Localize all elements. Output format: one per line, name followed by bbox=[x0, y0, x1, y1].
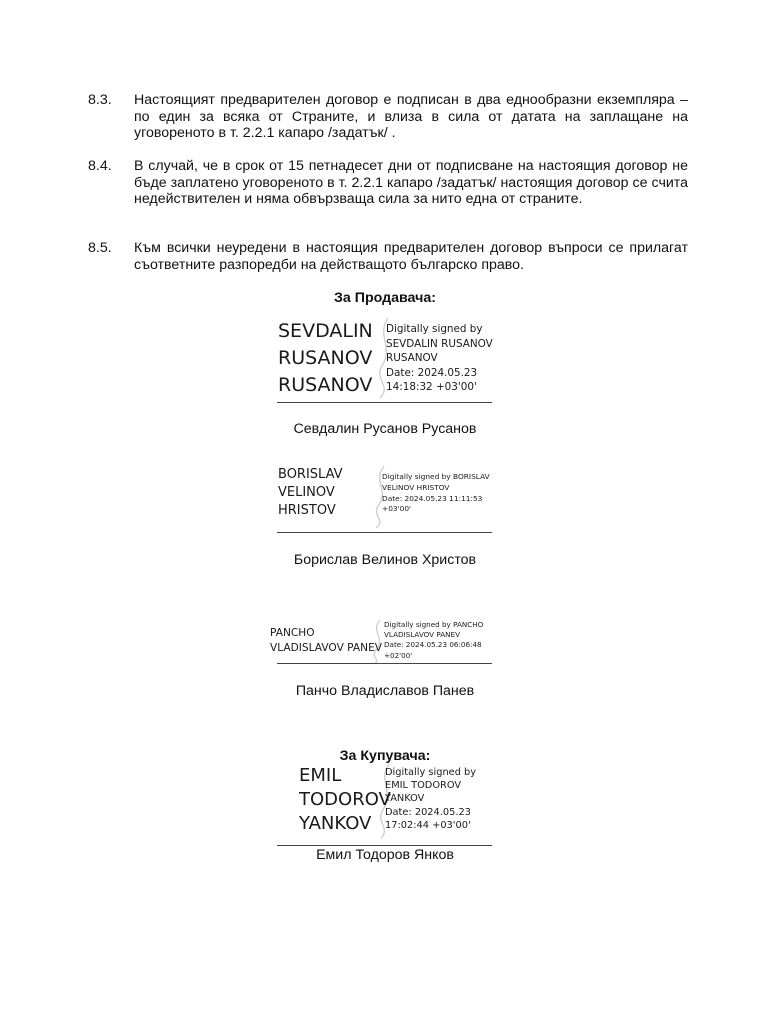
detail-line: EMIL TODOROV bbox=[385, 780, 462, 792]
signer-name: Емил Тодоров Янков bbox=[316, 847, 454, 863]
name-line: TODOROV bbox=[299, 789, 391, 810]
signature-line bbox=[277, 845, 492, 846]
signature-details bbox=[382, 472, 490, 515]
detail-line: Digitally signed by BORISLAV bbox=[382, 472, 490, 481]
signer-name-large bbox=[278, 466, 343, 520]
signer-name: Борислав Велинов Христов bbox=[293, 552, 477, 568]
clause-number: 8.4. bbox=[88, 158, 112, 174]
buyer-heading: За Купувача: bbox=[339, 748, 431, 764]
detail-line: 14:18:32 +03'00' bbox=[386, 381, 477, 394]
detail-line: Date: 2024.05.23 bbox=[386, 366, 478, 379]
signer-name-large bbox=[299, 764, 391, 836]
signature-details bbox=[386, 322, 493, 395]
clause-line: недействителен и няма обвързваща сила за нито една от страните. bbox=[134, 191, 583, 208]
detail-line: VELINOV HRISTOV bbox=[382, 482, 450, 492]
digital-signature-borislav bbox=[276, 464, 496, 530]
clause-line: т. 2.2.1 капаро /задатък/ . bbox=[229, 125, 396, 142]
signature-details bbox=[385, 766, 476, 832]
digital-signature-pancho bbox=[268, 618, 498, 664]
name-line: YANKOV bbox=[299, 813, 372, 834]
signer-name-large bbox=[270, 626, 382, 656]
clause-line: бъде заплатено уговореното в т. 2.2.1 капаро /задатък/ настоящия договор се счита bbox=[134, 174, 688, 191]
digital-signature-emil bbox=[297, 762, 497, 840]
clause-line: В случай, че в срок от 15 петнадесет дни от подписване на настоящия договор не bbox=[134, 158, 688, 174]
clause-text bbox=[134, 158, 688, 208]
name-line: RUSANOV bbox=[278, 374, 373, 396]
name-line: RUSANOV bbox=[278, 347, 373, 369]
detail-line: +03'00' bbox=[382, 504, 412, 514]
digital-signature-sevdalin bbox=[276, 316, 496, 404]
detail-line: VLADISLAVOV PANEV bbox=[384, 630, 460, 640]
detail-line: 17:02:44 +03'00' bbox=[385, 819, 471, 831]
detail-line: YANKOV bbox=[385, 793, 425, 805]
name-line: HRISTOV bbox=[278, 503, 336, 518]
signer-name-large bbox=[278, 318, 373, 399]
name-line: EMIL bbox=[299, 765, 342, 786]
clause-8-5 bbox=[88, 240, 688, 273]
name-line: PANCHO bbox=[270, 627, 315, 639]
name-line: SEVDALIN bbox=[278, 320, 373, 342]
signature-details bbox=[384, 620, 483, 661]
detail-line: Date: 2024.05.23 06:06:48 bbox=[384, 640, 482, 650]
clause-number: 8.3. bbox=[88, 92, 112, 108]
detail-line: Digitally signed by PANCHO bbox=[384, 620, 484, 629]
clause-text bbox=[134, 240, 688, 273]
clause-line: съответните разпоредби на действащото българско право. bbox=[134, 256, 524, 273]
signature-line bbox=[277, 663, 492, 664]
clause-number: 8.5. bbox=[88, 240, 112, 256]
signature-line bbox=[277, 532, 492, 533]
detail-line: RUSANOV bbox=[386, 352, 438, 365]
clause-8-4 bbox=[88, 158, 688, 208]
name-line: VELINOV bbox=[278, 485, 335, 500]
clause-8-3 bbox=[88, 92, 688, 142]
clause-text bbox=[134, 92, 688, 142]
detail-line: Digitally signed by bbox=[386, 323, 483, 335]
name-line: VLADISLAVOV PANEV bbox=[270, 642, 383, 654]
signer-name: Панчо Владиславов Панев bbox=[295, 683, 475, 699]
detail-line: SEVDALIN RUSANOV bbox=[386, 337, 493, 350]
detail-line: +02'00' bbox=[384, 650, 413, 660]
name-line: BORISLAV bbox=[278, 467, 343, 482]
clause-line: Към всички неуредени в настоящия предварителен договор въпроси се прилагат bbox=[134, 240, 688, 256]
detail-line: Date: 2024.05.23 bbox=[385, 806, 471, 818]
signature-line bbox=[277, 402, 492, 403]
detail-line: Date: 2024.05.23 11:11:53 bbox=[382, 493, 483, 503]
clause-line: Настоящият предварителен договор е подписан в два еднообразни екземпляра – по bbox=[134, 92, 688, 125]
seller-heading: За Продавача: bbox=[334, 290, 436, 306]
detail-line: Digitally signed by bbox=[385, 767, 477, 778]
signer-name: Севдалин Русанов Русанов bbox=[293, 421, 477, 437]
clause-line: един за всяка от Страните, и влиза в сила от датата на заплащане на уговореното в bbox=[134, 108, 689, 142]
